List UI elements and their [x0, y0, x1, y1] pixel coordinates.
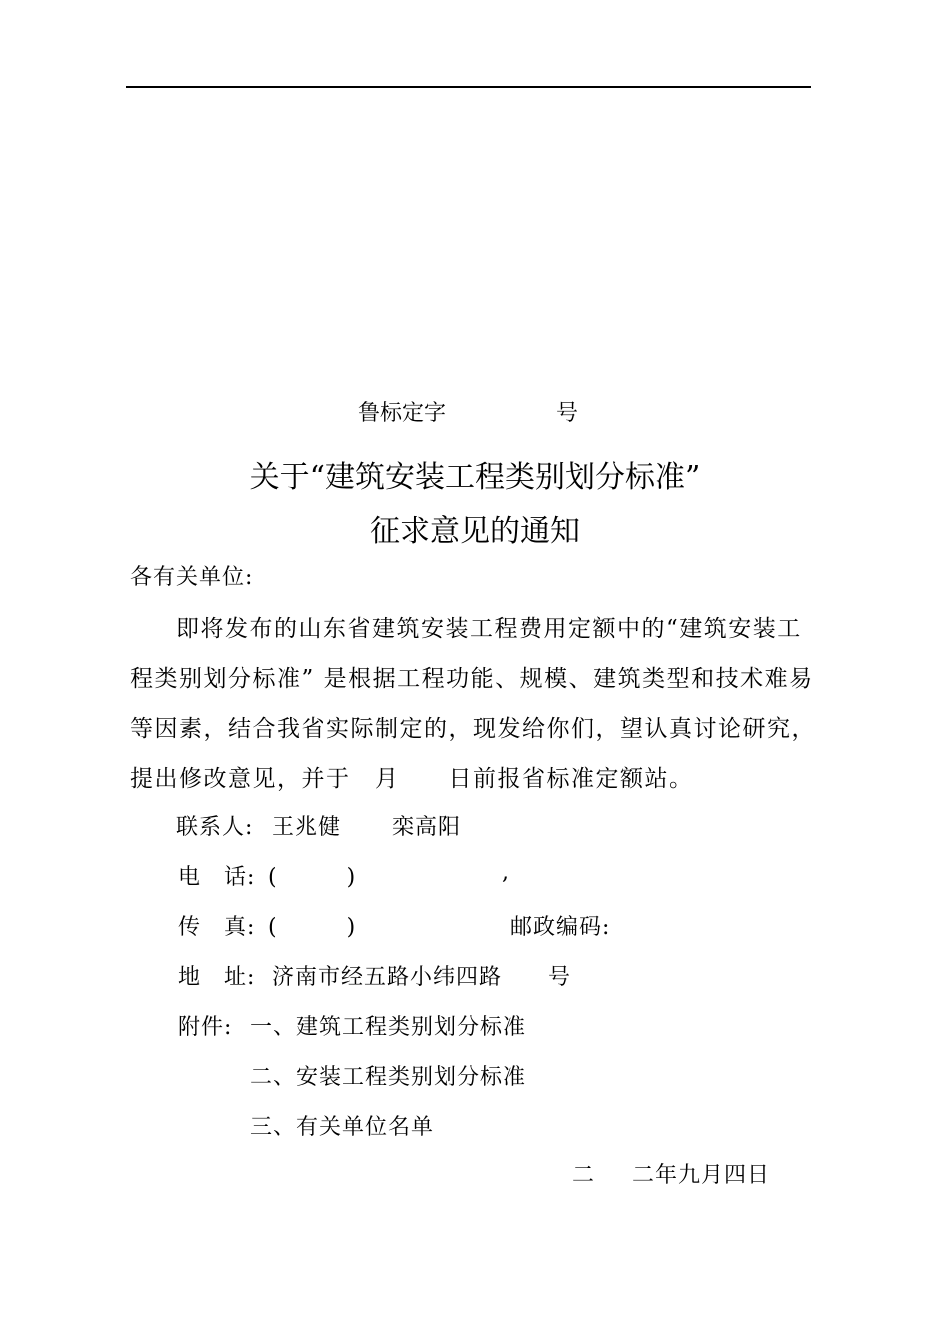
- attachments-label: 附件:: [178, 1015, 233, 1040]
- phone-label: 电 话:: [178, 865, 256, 890]
- date-part-1: 二: [572, 1163, 596, 1188]
- salutation: 各有关单位:: [130, 565, 254, 590]
- attachment-item-1: 一、建筑工程类别划分标准: [250, 1015, 527, 1040]
- contact-person-2: 栾高阳: [392, 815, 462, 840]
- contact-person-1: 王兆健: [272, 815, 342, 840]
- body-line-1: 即将发布的山东省建筑安装工程费用定额中的“建筑安装工: [176, 616, 802, 642]
- document-title-line1: 关于“建筑安装工程类别划分标准”: [249, 460, 701, 495]
- date-part-2: 二年九月四日: [632, 1163, 771, 1188]
- document-number-suffix: 号: [556, 401, 579, 426]
- body-line-2: 程类别划分标准” 是根据工程功能、规模、建筑类型和技术难易: [130, 666, 814, 692]
- document-title-line2: 征求意见的通知: [370, 514, 580, 549]
- phone-area-code: ( ): [268, 865, 357, 890]
- address-label: 地 址:: [178, 965, 256, 990]
- phone-separator: ,: [502, 860, 510, 885]
- body-line-4: 提出修改意见，并于 月 日前报省标准定额站。: [130, 766, 694, 792]
- attachment-item-3: 三、有关单位名单: [250, 1115, 435, 1140]
- contact-person-label: 联系人:: [176, 815, 254, 840]
- body-line-3: 等因素，结合我省实际制定的，现发给你们，望认真讨论研究，: [130, 716, 816, 742]
- document-number-prefix: 鲁标定字: [358, 401, 447, 426]
- address-value: 济南市经五路小纬四路: [272, 965, 503, 990]
- attachment-item-2: 二、安装工程类别划分标准: [250, 1065, 527, 1090]
- fax-area-code: ( ): [268, 915, 357, 940]
- address-suffix: 号: [548, 965, 572, 990]
- header-rule: [126, 86, 811, 88]
- postcode-label: 邮政编码:: [510, 915, 611, 940]
- fax-label: 传 真:: [178, 915, 256, 940]
